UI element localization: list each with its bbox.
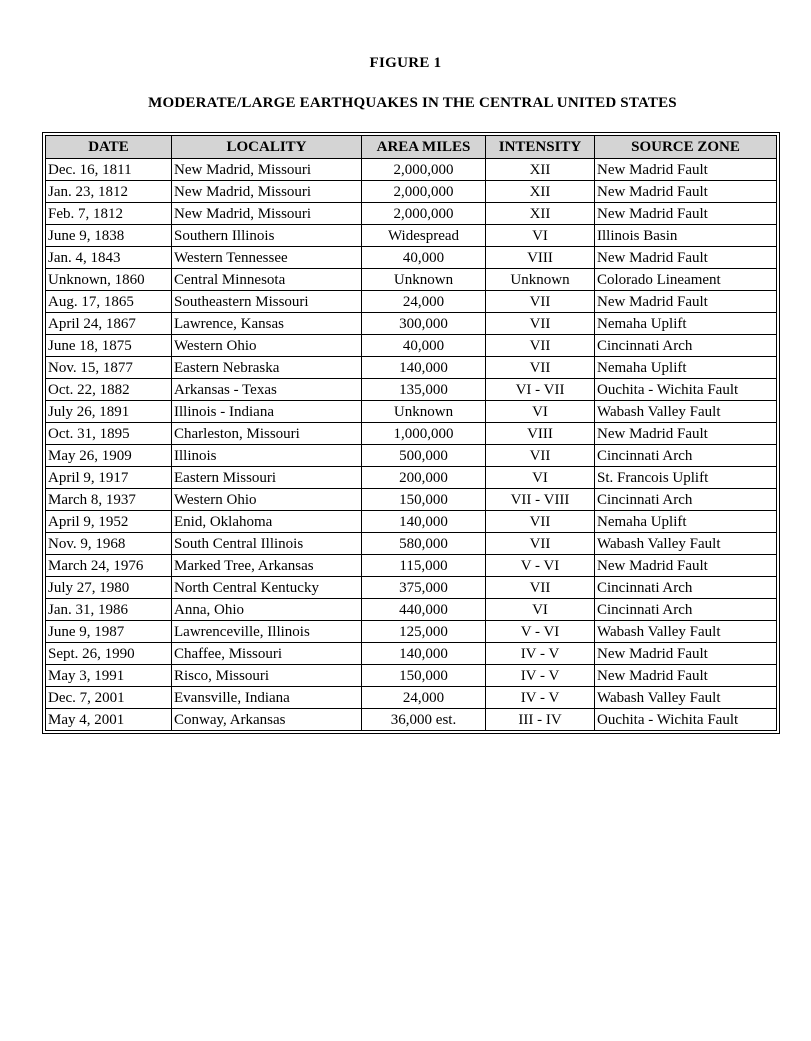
- date-cell: Dec. 16, 1811: [46, 159, 172, 181]
- table-row: [46, 709, 777, 731]
- table-row: [46, 577, 777, 599]
- intensity-cell: Unknown: [486, 269, 595, 291]
- area-cell: 150,000: [362, 489, 486, 511]
- area-cell: 135,000: [362, 379, 486, 401]
- locality-cell: Western Tennessee: [172, 247, 362, 269]
- date-cell: July 26, 1891: [46, 401, 172, 423]
- intensity-cell: XII: [486, 203, 595, 225]
- intensity-cell: VII: [486, 511, 595, 533]
- source-zone-cell: New Madrid Fault: [595, 555, 777, 577]
- table-header-row: [46, 136, 777, 159]
- date-cell: April 9, 1917: [46, 467, 172, 489]
- source-zone-cell: Cincinnati Arch: [595, 599, 777, 621]
- area-cell: 140,000: [362, 511, 486, 533]
- locality-cell: Risco, Missouri: [172, 665, 362, 687]
- intensity-cell: V - VI: [486, 621, 595, 643]
- source-zone-cell: Nemaha Uplift: [595, 357, 777, 379]
- source-zone-cell: New Madrid Fault: [595, 643, 777, 665]
- date-cell: Jan. 31, 1986: [46, 599, 172, 621]
- table-row: [46, 643, 777, 665]
- area-cell: 140,000: [362, 643, 486, 665]
- intensity-cell: VII: [486, 335, 595, 357]
- area-cell: 375,000: [362, 577, 486, 599]
- area-cell: 300,000: [362, 313, 486, 335]
- column-header-source-zone: SOURCE ZONE: [595, 136, 777, 159]
- figure-label: FIGURE 1: [369, 55, 442, 71]
- area-cell: 2,000,000: [362, 203, 486, 225]
- source-zone-cell: New Madrid Fault: [595, 247, 777, 269]
- table-row: [46, 423, 777, 445]
- date-cell: June 9, 1987: [46, 621, 172, 643]
- locality-cell: Lawrenceville, Illinois: [172, 621, 362, 643]
- intensity-cell: IV - V: [486, 687, 595, 709]
- locality-cell: Central Minnesota: [172, 269, 362, 291]
- table-body: [46, 159, 777, 731]
- table-row: [46, 511, 777, 533]
- area-cell: 200,000: [362, 467, 486, 489]
- area-cell: 24,000: [362, 687, 486, 709]
- date-cell: Nov. 9, 1968: [46, 533, 172, 555]
- locality-cell: Lawrence, Kansas: [172, 313, 362, 335]
- locality-cell: Anna, Ohio: [172, 599, 362, 621]
- source-zone-cell: Cincinnati Arch: [595, 489, 777, 511]
- source-zone-cell: New Madrid Fault: [595, 203, 777, 225]
- table-row: [46, 313, 777, 335]
- date-cell: Nov. 15, 1877: [46, 357, 172, 379]
- locality-cell: Enid, Oklahoma: [172, 511, 362, 533]
- locality-cell: Western Ohio: [172, 335, 362, 357]
- locality-cell: South Central Illinois: [172, 533, 362, 555]
- locality-cell: New Madrid, Missouri: [172, 181, 362, 203]
- date-cell: Feb. 7, 1812: [46, 203, 172, 225]
- date-cell: Sept. 26, 1990: [46, 643, 172, 665]
- locality-cell: Charleston, Missouri: [172, 423, 362, 445]
- table-row: [46, 203, 777, 225]
- area-cell: 40,000: [362, 247, 486, 269]
- date-cell: Jan. 23, 1812: [46, 181, 172, 203]
- intensity-cell: III - IV: [486, 709, 595, 731]
- area-cell: 1,000,000: [362, 423, 486, 445]
- table-row: [46, 291, 777, 313]
- table-row: [46, 269, 777, 291]
- intensity-cell: VIII: [486, 423, 595, 445]
- area-cell: 115,000: [362, 555, 486, 577]
- intensity-cell: VII - VIII: [486, 489, 595, 511]
- source-zone-cell: New Madrid Fault: [595, 665, 777, 687]
- table-row: [46, 445, 777, 467]
- locality-cell: Marked Tree, Arkansas: [172, 555, 362, 577]
- table-row: [46, 247, 777, 269]
- column-header-locality: LOCALITY: [172, 136, 362, 159]
- date-cell: March 24, 1976: [46, 555, 172, 577]
- intensity-cell: VI: [486, 599, 595, 621]
- locality-cell: Conway, Arkansas: [172, 709, 362, 731]
- locality-cell: Eastern Missouri: [172, 467, 362, 489]
- source-zone-cell: Illinois Basin: [595, 225, 777, 247]
- source-zone-cell: New Madrid Fault: [595, 423, 777, 445]
- area-cell: 24,000: [362, 291, 486, 313]
- area-cell: 36,000 est.: [362, 709, 486, 731]
- intensity-cell: VI: [486, 401, 595, 423]
- date-cell: May 26, 1909: [46, 445, 172, 467]
- date-cell: April 9, 1952: [46, 511, 172, 533]
- earthquake-table: [45, 135, 777, 731]
- intensity-cell: VII: [486, 577, 595, 599]
- source-zone-cell: Cincinnati Arch: [595, 445, 777, 467]
- area-cell: Widespread: [362, 225, 486, 247]
- locality-cell: New Madrid, Missouri: [172, 203, 362, 225]
- area-cell: 140,000: [362, 357, 486, 379]
- locality-cell: Arkansas - Texas: [172, 379, 362, 401]
- intensity-cell: VII: [486, 445, 595, 467]
- intensity-cell: VII: [486, 291, 595, 313]
- date-cell: Aug. 17, 1865: [46, 291, 172, 313]
- date-cell: July 27, 1980: [46, 577, 172, 599]
- area-cell: 440,000: [362, 599, 486, 621]
- source-zone-cell: St. Francois Uplift: [595, 467, 777, 489]
- locality-cell: New Madrid, Missouri: [172, 159, 362, 181]
- date-cell: June 9, 1838: [46, 225, 172, 247]
- intensity-cell: VII: [486, 313, 595, 335]
- intensity-cell: VII: [486, 533, 595, 555]
- date-cell: March 8, 1937: [46, 489, 172, 511]
- date-cell: Unknown, 1860: [46, 269, 172, 291]
- intensity-cell: VII: [486, 357, 595, 379]
- table-row: [46, 467, 777, 489]
- area-cell: Unknown: [362, 269, 486, 291]
- locality-cell: Chaffee, Missouri: [172, 643, 362, 665]
- source-zone-cell: Wabash Valley Fault: [595, 533, 777, 555]
- table-row: [46, 401, 777, 423]
- locality-cell: Southeastern Missouri: [172, 291, 362, 313]
- date-cell: May 3, 1991: [46, 665, 172, 687]
- source-zone-cell: Cincinnati Arch: [595, 335, 777, 357]
- table-row: [46, 379, 777, 401]
- area-cell: 125,000: [362, 621, 486, 643]
- intensity-cell: XII: [486, 181, 595, 203]
- source-zone-cell: Wabash Valley Fault: [595, 401, 777, 423]
- figure-title: MODERATE/LARGE EARTHQUAKES IN THE CENTRAL UNITED STATES: [148, 95, 677, 111]
- table-row: [46, 489, 777, 511]
- source-zone-cell: Ouchita - Wichita Fault: [595, 709, 777, 731]
- source-zone-cell: Cincinnati Arch: [595, 577, 777, 599]
- area-cell: 500,000: [362, 445, 486, 467]
- table-row: [46, 665, 777, 687]
- date-cell: Dec. 7, 2001: [46, 687, 172, 709]
- table-row: [46, 599, 777, 621]
- area-cell: 40,000: [362, 335, 486, 357]
- locality-cell: Illinois: [172, 445, 362, 467]
- table-row: [46, 621, 777, 643]
- table-row: [46, 181, 777, 203]
- table-row: [46, 555, 777, 577]
- table-row: [46, 225, 777, 247]
- intensity-cell: VI - VII: [486, 379, 595, 401]
- source-zone-cell: Colorado Lineament: [595, 269, 777, 291]
- table-row: [46, 159, 777, 181]
- intensity-cell: IV - V: [486, 665, 595, 687]
- locality-cell: Evansville, Indiana: [172, 687, 362, 709]
- date-cell: Jan. 4, 1843: [46, 247, 172, 269]
- intensity-cell: VIII: [486, 247, 595, 269]
- table-row: [46, 357, 777, 379]
- source-zone-cell: Wabash Valley Fault: [595, 621, 777, 643]
- source-zone-cell: New Madrid Fault: [595, 159, 777, 181]
- date-cell: May 4, 2001: [46, 709, 172, 731]
- intensity-cell: VI: [486, 225, 595, 247]
- table-row: [46, 533, 777, 555]
- source-zone-cell: Nemaha Uplift: [595, 313, 777, 335]
- source-zone-cell: New Madrid Fault: [595, 291, 777, 313]
- area-cell: Unknown: [362, 401, 486, 423]
- locality-cell: Southern Illinois: [172, 225, 362, 247]
- locality-cell: North Central Kentucky: [172, 577, 362, 599]
- intensity-cell: IV - V: [486, 643, 595, 665]
- intensity-cell: VI: [486, 467, 595, 489]
- intensity-cell: V - VI: [486, 555, 595, 577]
- area-cell: 580,000: [362, 533, 486, 555]
- area-cell: 2,000,000: [362, 181, 486, 203]
- source-zone-cell: Nemaha Uplift: [595, 511, 777, 533]
- source-zone-cell: New Madrid Fault: [595, 181, 777, 203]
- area-cell: 150,000: [362, 665, 486, 687]
- column-header-date: DATE: [46, 136, 172, 159]
- locality-cell: Western Ohio: [172, 489, 362, 511]
- table-row: [46, 687, 777, 709]
- area-cell: 2,000,000: [362, 159, 486, 181]
- date-cell: Oct. 31, 1895: [46, 423, 172, 445]
- locality-cell: Eastern Nebraska: [172, 357, 362, 379]
- table-row: [46, 335, 777, 357]
- source-zone-cell: Ouchita - Wichita Fault: [595, 379, 777, 401]
- column-header-intensity: INTENSITY: [486, 136, 595, 159]
- earthquake-table-frame: [42, 132, 780, 734]
- date-cell: Oct. 22, 1882: [46, 379, 172, 401]
- date-cell: June 18, 1875: [46, 335, 172, 357]
- source-zone-cell: Wabash Valley Fault: [595, 687, 777, 709]
- locality-cell: Illinois - Indiana: [172, 401, 362, 423]
- date-cell: April 24, 1867: [46, 313, 172, 335]
- column-header-area-miles: AREA MILES: [362, 136, 486, 159]
- intensity-cell: XII: [486, 159, 595, 181]
